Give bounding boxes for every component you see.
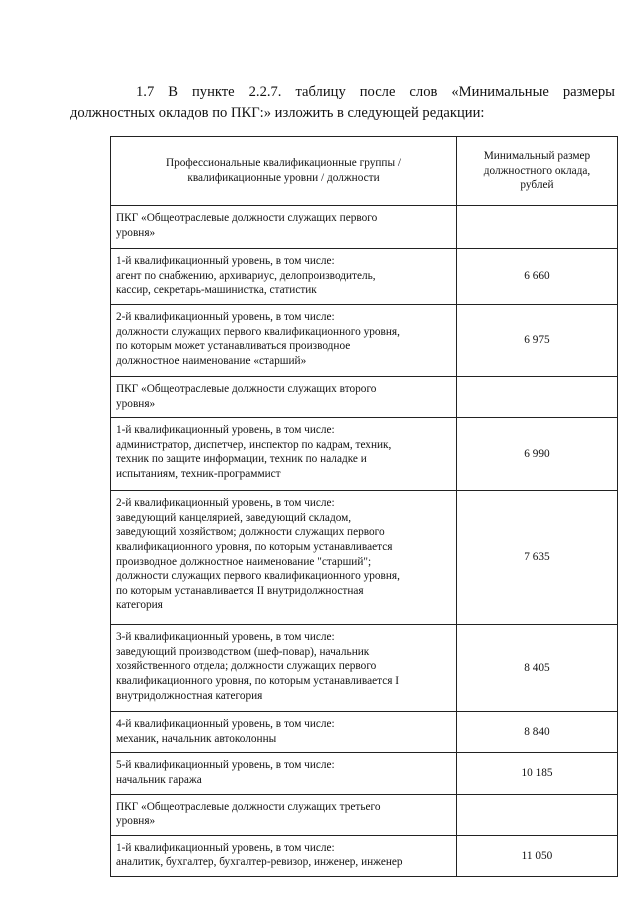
qualification-cell (111, 625, 457, 712)
qualification-line: внутридолжностная категория (116, 689, 263, 702)
qualification-line: ПКГ «Общеотраслевые должности служащих первого (116, 212, 378, 224)
header-salary-line: рублей (520, 179, 554, 192)
qualification-cell (111, 305, 457, 377)
qualification-cell (111, 206, 457, 249)
qualification-line: ПКГ «Общеотраслевые должности служащих третьего (116, 800, 381, 813)
salary-value-cell: 6 975 (457, 305, 618, 377)
qualification-cell (111, 377, 457, 418)
qualification-cell (111, 794, 457, 835)
qualification-line: уровня» (116, 226, 156, 239)
qualification-line: категория (116, 599, 163, 612)
salary-value-cell: 10 185 (457, 753, 618, 794)
qualification-line: начальник гаража (116, 773, 202, 786)
qualification-line: хозяйственного отдела; должности служащих первого (116, 660, 377, 673)
table-row (111, 835, 618, 876)
salary-value-cell: 11 050 (457, 835, 618, 876)
table-row (111, 491, 618, 625)
salary-value-cell: 7 635 (457, 491, 618, 625)
qualification-line: должностное наименование «старший» (116, 354, 307, 367)
table-header-row (111, 137, 618, 206)
qualification-line: 2-й квалификационный уровень, в том числе: (116, 497, 335, 510)
header-salary-line: Минимальный размер (483, 150, 591, 163)
qualification-line: производное должностное наименование "старший"; (116, 555, 372, 568)
qualification-line: 1-й квалификационный уровень, в том числе: (116, 841, 335, 854)
qualification-line: ПКГ «Общеотраслевые должности служащих второго (116, 383, 377, 395)
salary-value-cell (457, 206, 618, 249)
table-row (111, 206, 618, 249)
intro-line-1: 1.7 В пункте 2.2.7. таблицу после слов «Минимальные размеры (136, 84, 615, 100)
intro-paragraph (70, 82, 615, 124)
qualification-line: квалификационного уровня, по которым устанавливается I (116, 674, 399, 687)
salary-value-cell: 6 990 (457, 418, 618, 491)
qualification-line: заведующий канцелярией, заведующий складом, (116, 511, 352, 524)
qualification-line: по которым устанавливается II внутридолжностная (116, 584, 364, 597)
qualification-line: заведующий производством (шеф-повар), начальник (116, 645, 370, 658)
qualification-cell (111, 249, 457, 305)
qualification-line: 1-й квалификационный уровень, в том числе: (116, 424, 335, 437)
header-groups (111, 137, 457, 206)
qualification-line: агент по снабжению, архивариус, делопроизводитель, (116, 269, 376, 282)
qualification-cell (111, 491, 457, 625)
salary-value-cell (457, 377, 618, 418)
table-row (111, 377, 618, 418)
qualification-line: уровня» (116, 397, 156, 410)
header-salary-line: должностного оклада, (483, 164, 591, 177)
table-row (111, 753, 618, 794)
qualification-line: 2-й квалификационный уровень, в том числе: (116, 311, 335, 323)
table-row (111, 249, 618, 305)
salary-value-cell: 8 840 (457, 712, 618, 753)
header-salary (457, 137, 618, 206)
qualification-line: испытаниям, техник-программист (116, 467, 281, 480)
salary-value-cell (457, 794, 618, 835)
qualification-cell (111, 418, 457, 491)
table-row (111, 418, 618, 491)
salary-value-cell: 6 660 (457, 249, 618, 305)
qualification-line: должности служащих первого квалификационного уровня, (116, 570, 400, 583)
qualification-line: заведующий хозяйством; должности служащих первого (116, 526, 385, 539)
qualification-cell (111, 835, 457, 876)
qualification-cell (111, 753, 457, 794)
qualification-line: аналитик, бухгалтер, бухгалтер-ревизор, инженер, инженер (116, 856, 403, 869)
salary-table (110, 136, 618, 877)
intro-line-2: должностных окладов по ПКГ:» изложить в следующей редакции: (70, 105, 485, 121)
table-row (111, 712, 618, 753)
qualification-line: 5-й квалификационный уровень, в том числе: (116, 759, 335, 772)
table-row (111, 794, 618, 835)
qualification-line: квалификационного уровня, по которым устанавливается (116, 540, 393, 553)
header-groups-line: Профессиональные квалификационные группы / (165, 157, 402, 170)
table-row (111, 625, 618, 712)
qualification-line: 3-й квалификационный уровень, в том числе: (116, 631, 335, 644)
qualification-line: по которым может устанавливаться производное (116, 340, 351, 353)
qualification-line: уровня» (116, 815, 156, 828)
salary-value-cell: 8 405 (457, 625, 618, 712)
header-groups-line: квалификационные уровни / должности (187, 172, 380, 184)
qualification-line: администратор, диспетчер, инспектор по кадрам, техник, (116, 438, 392, 451)
qualification-line: 4-й квалификационный уровень, в том числе: (116, 718, 335, 731)
qualification-line: 1-й квалификационный уровень, в том числе: (116, 255, 335, 267)
qualification-line: должности служащих первого квалификационного уровня, (116, 325, 400, 338)
qualification-line: механик, начальник автоколонны (116, 732, 277, 745)
qualification-line: кассир, секретарь-машинистка, статистик (116, 284, 317, 297)
qualification-cell (111, 712, 457, 753)
table-row (111, 305, 618, 377)
qualification-line: техник по защите информации, техник по наладке и (116, 453, 367, 466)
